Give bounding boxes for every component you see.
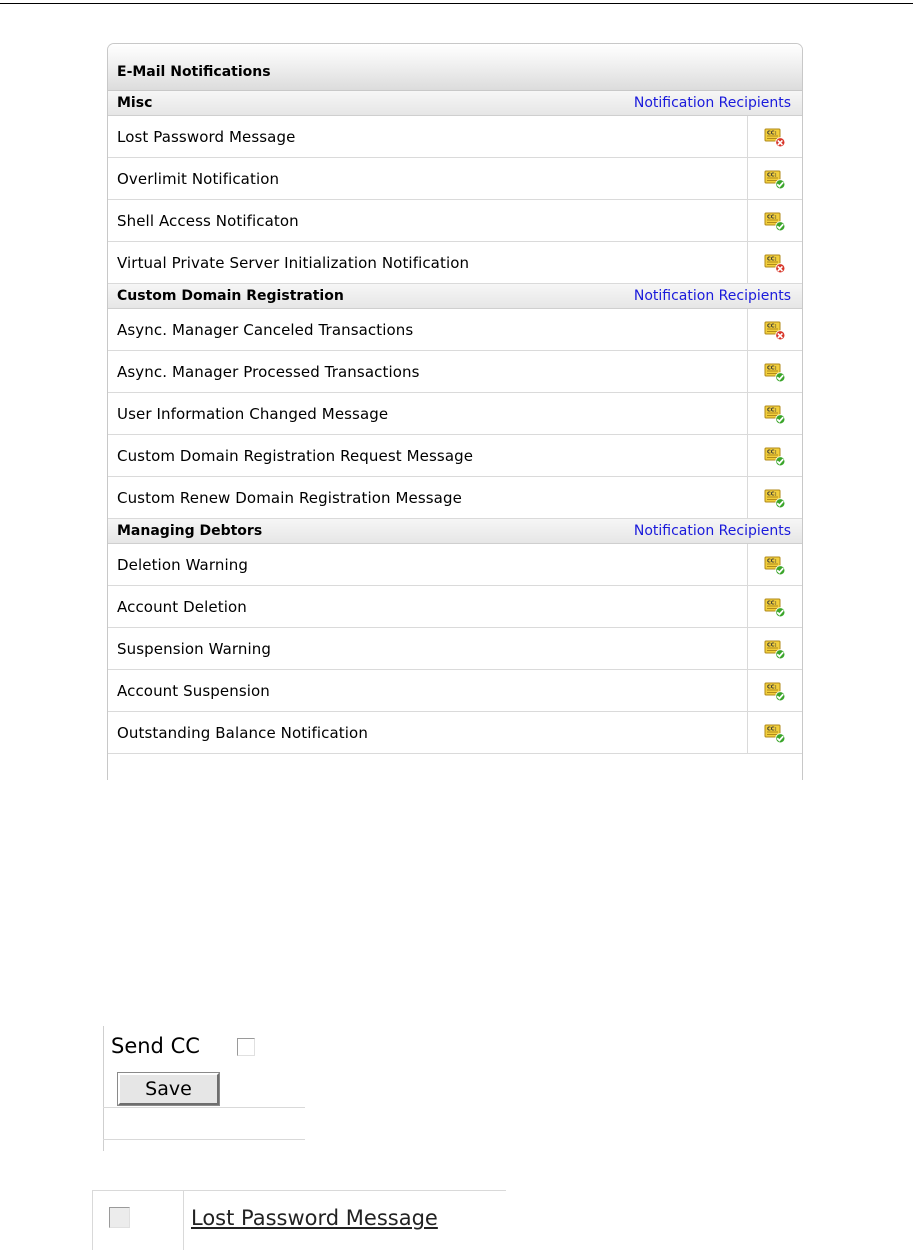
notification-label: Account Suspension	[108, 670, 748, 711]
notification-row	[108, 712, 802, 754]
cc-status-cell	[748, 670, 802, 711]
section-title: Misc	[117, 95, 153, 111]
notification-row-fragment	[92, 1190, 506, 1250]
notification-row	[108, 116, 802, 158]
cc-disabled-icon[interactable]	[764, 253, 786, 273]
send-cc-checkbox[interactable]	[237, 1038, 255, 1056]
sections	[108, 91, 802, 754]
notification-label: Shell Access Notificaton	[108, 200, 748, 241]
svg-text:CC:: CC:	[767, 684, 777, 690]
cc-enabled-icon[interactable]	[764, 211, 786, 231]
cc-status-cell	[748, 242, 802, 283]
notification-label: Custom Renew Domain Registration Message	[108, 477, 748, 518]
notification-label: Outstanding Balance Notification	[108, 712, 748, 753]
notification-label: Lost Password Message	[108, 116, 748, 157]
notification-recipients-link[interactable]: Notification Recipients	[633, 288, 791, 304]
svg-text:CC:: CC:	[767, 365, 777, 371]
notification-row	[108, 351, 802, 393]
section-title: Managing Debtors	[117, 523, 263, 539]
notification-recipients-link[interactable]: Notification Recipients	[633, 523, 791, 539]
notification-row	[108, 544, 802, 586]
cc-enabled-icon[interactable]	[764, 169, 786, 189]
cc-enabled-icon[interactable]	[764, 723, 786, 743]
notification-row	[108, 477, 802, 519]
svg-text:CC:: CC:	[767, 726, 777, 732]
lost-password-message-link[interactable]: Lost Password Message	[191, 1206, 438, 1230]
notification-row	[108, 158, 802, 200]
section-header	[108, 519, 802, 544]
cc-status-cell	[748, 544, 802, 585]
save-button[interactable]: Save	[118, 1073, 219, 1105]
divider	[92, 1190, 506, 1191]
notification-label: Deletion Warning	[108, 544, 748, 585]
notification-row	[108, 628, 802, 670]
notification-label: Virtual Private Server Initialization Notification	[108, 242, 748, 283]
svg-text:CC:: CC:	[767, 600, 777, 606]
cc-enabled-icon[interactable]	[764, 404, 786, 424]
notification-row	[108, 200, 802, 242]
send-cc-form	[103, 1026, 305, 1151]
svg-text:CC:: CC:	[767, 172, 777, 178]
cc-status-cell	[748, 158, 802, 199]
notification-label: Async. Manager Processed Transactions	[108, 351, 748, 392]
cc-status-cell	[748, 116, 802, 157]
notification-label: Account Deletion	[108, 586, 748, 627]
divider	[183, 1190, 184, 1250]
divider	[103, 1026, 104, 1151]
cc-status-cell	[748, 309, 802, 350]
top-rule	[0, 0, 913, 4]
divider	[103, 1139, 305, 1140]
notification-row	[108, 309, 802, 351]
notification-row	[108, 435, 802, 477]
notification-label: Suspension Warning	[108, 628, 748, 669]
panel-title: E-Mail Notifications	[108, 44, 802, 91]
svg-text:CC:: CC:	[767, 642, 777, 648]
cc-status-cell	[748, 586, 802, 627]
notification-row	[108, 242, 802, 284]
cc-enabled-icon[interactable]	[764, 597, 786, 617]
svg-text:CC:: CC:	[767, 558, 777, 564]
divider	[103, 1107, 305, 1108]
cc-disabled-icon[interactable]	[764, 127, 786, 147]
cc-status-cell	[748, 628, 802, 669]
cc-status-cell	[748, 200, 802, 241]
notification-label: Overlimit Notification	[108, 158, 748, 199]
section-header	[108, 91, 802, 116]
notification-label: Async. Manager Canceled Transactions	[108, 309, 748, 350]
svg-text:CC:: CC:	[767, 323, 777, 329]
cc-disabled-icon[interactable]	[764, 320, 786, 340]
cc-status-cell	[748, 435, 802, 476]
cc-status-cell	[748, 393, 802, 434]
svg-text:CC:: CC:	[767, 449, 777, 455]
svg-text:CC:: CC:	[767, 214, 777, 220]
cc-status-cell	[748, 477, 802, 518]
notification-row	[108, 586, 802, 628]
section-title: Custom Domain Registration	[117, 288, 344, 304]
svg-text:CC:: CC:	[767, 256, 777, 262]
cc-enabled-icon[interactable]	[764, 362, 786, 382]
send-cc-label: Send CC	[111, 1034, 200, 1058]
notification-recipients-link[interactable]: Notification Recipients	[633, 95, 791, 111]
notification-row	[108, 393, 802, 435]
svg-text:CC:: CC:	[767, 130, 777, 136]
notification-row	[108, 670, 802, 712]
cc-enabled-icon[interactable]	[764, 639, 786, 659]
cc-enabled-icon[interactable]	[764, 446, 786, 466]
notification-label: Custom Domain Registration Request Message	[108, 435, 748, 476]
cc-enabled-icon[interactable]	[764, 555, 786, 575]
cc-status-cell	[748, 712, 802, 753]
email-notifications-panel	[107, 43, 803, 780]
svg-text:CC:: CC:	[767, 407, 777, 413]
row-select-checkbox[interactable]	[109, 1207, 130, 1228]
notification-label: User Information Changed Message	[108, 393, 748, 434]
cc-enabled-icon[interactable]	[764, 488, 786, 508]
svg-text:CC:: CC:	[767, 491, 777, 497]
cc-enabled-icon[interactable]	[764, 681, 786, 701]
cc-status-cell	[748, 351, 802, 392]
divider	[92, 1190, 93, 1250]
section-header	[108, 284, 802, 309]
